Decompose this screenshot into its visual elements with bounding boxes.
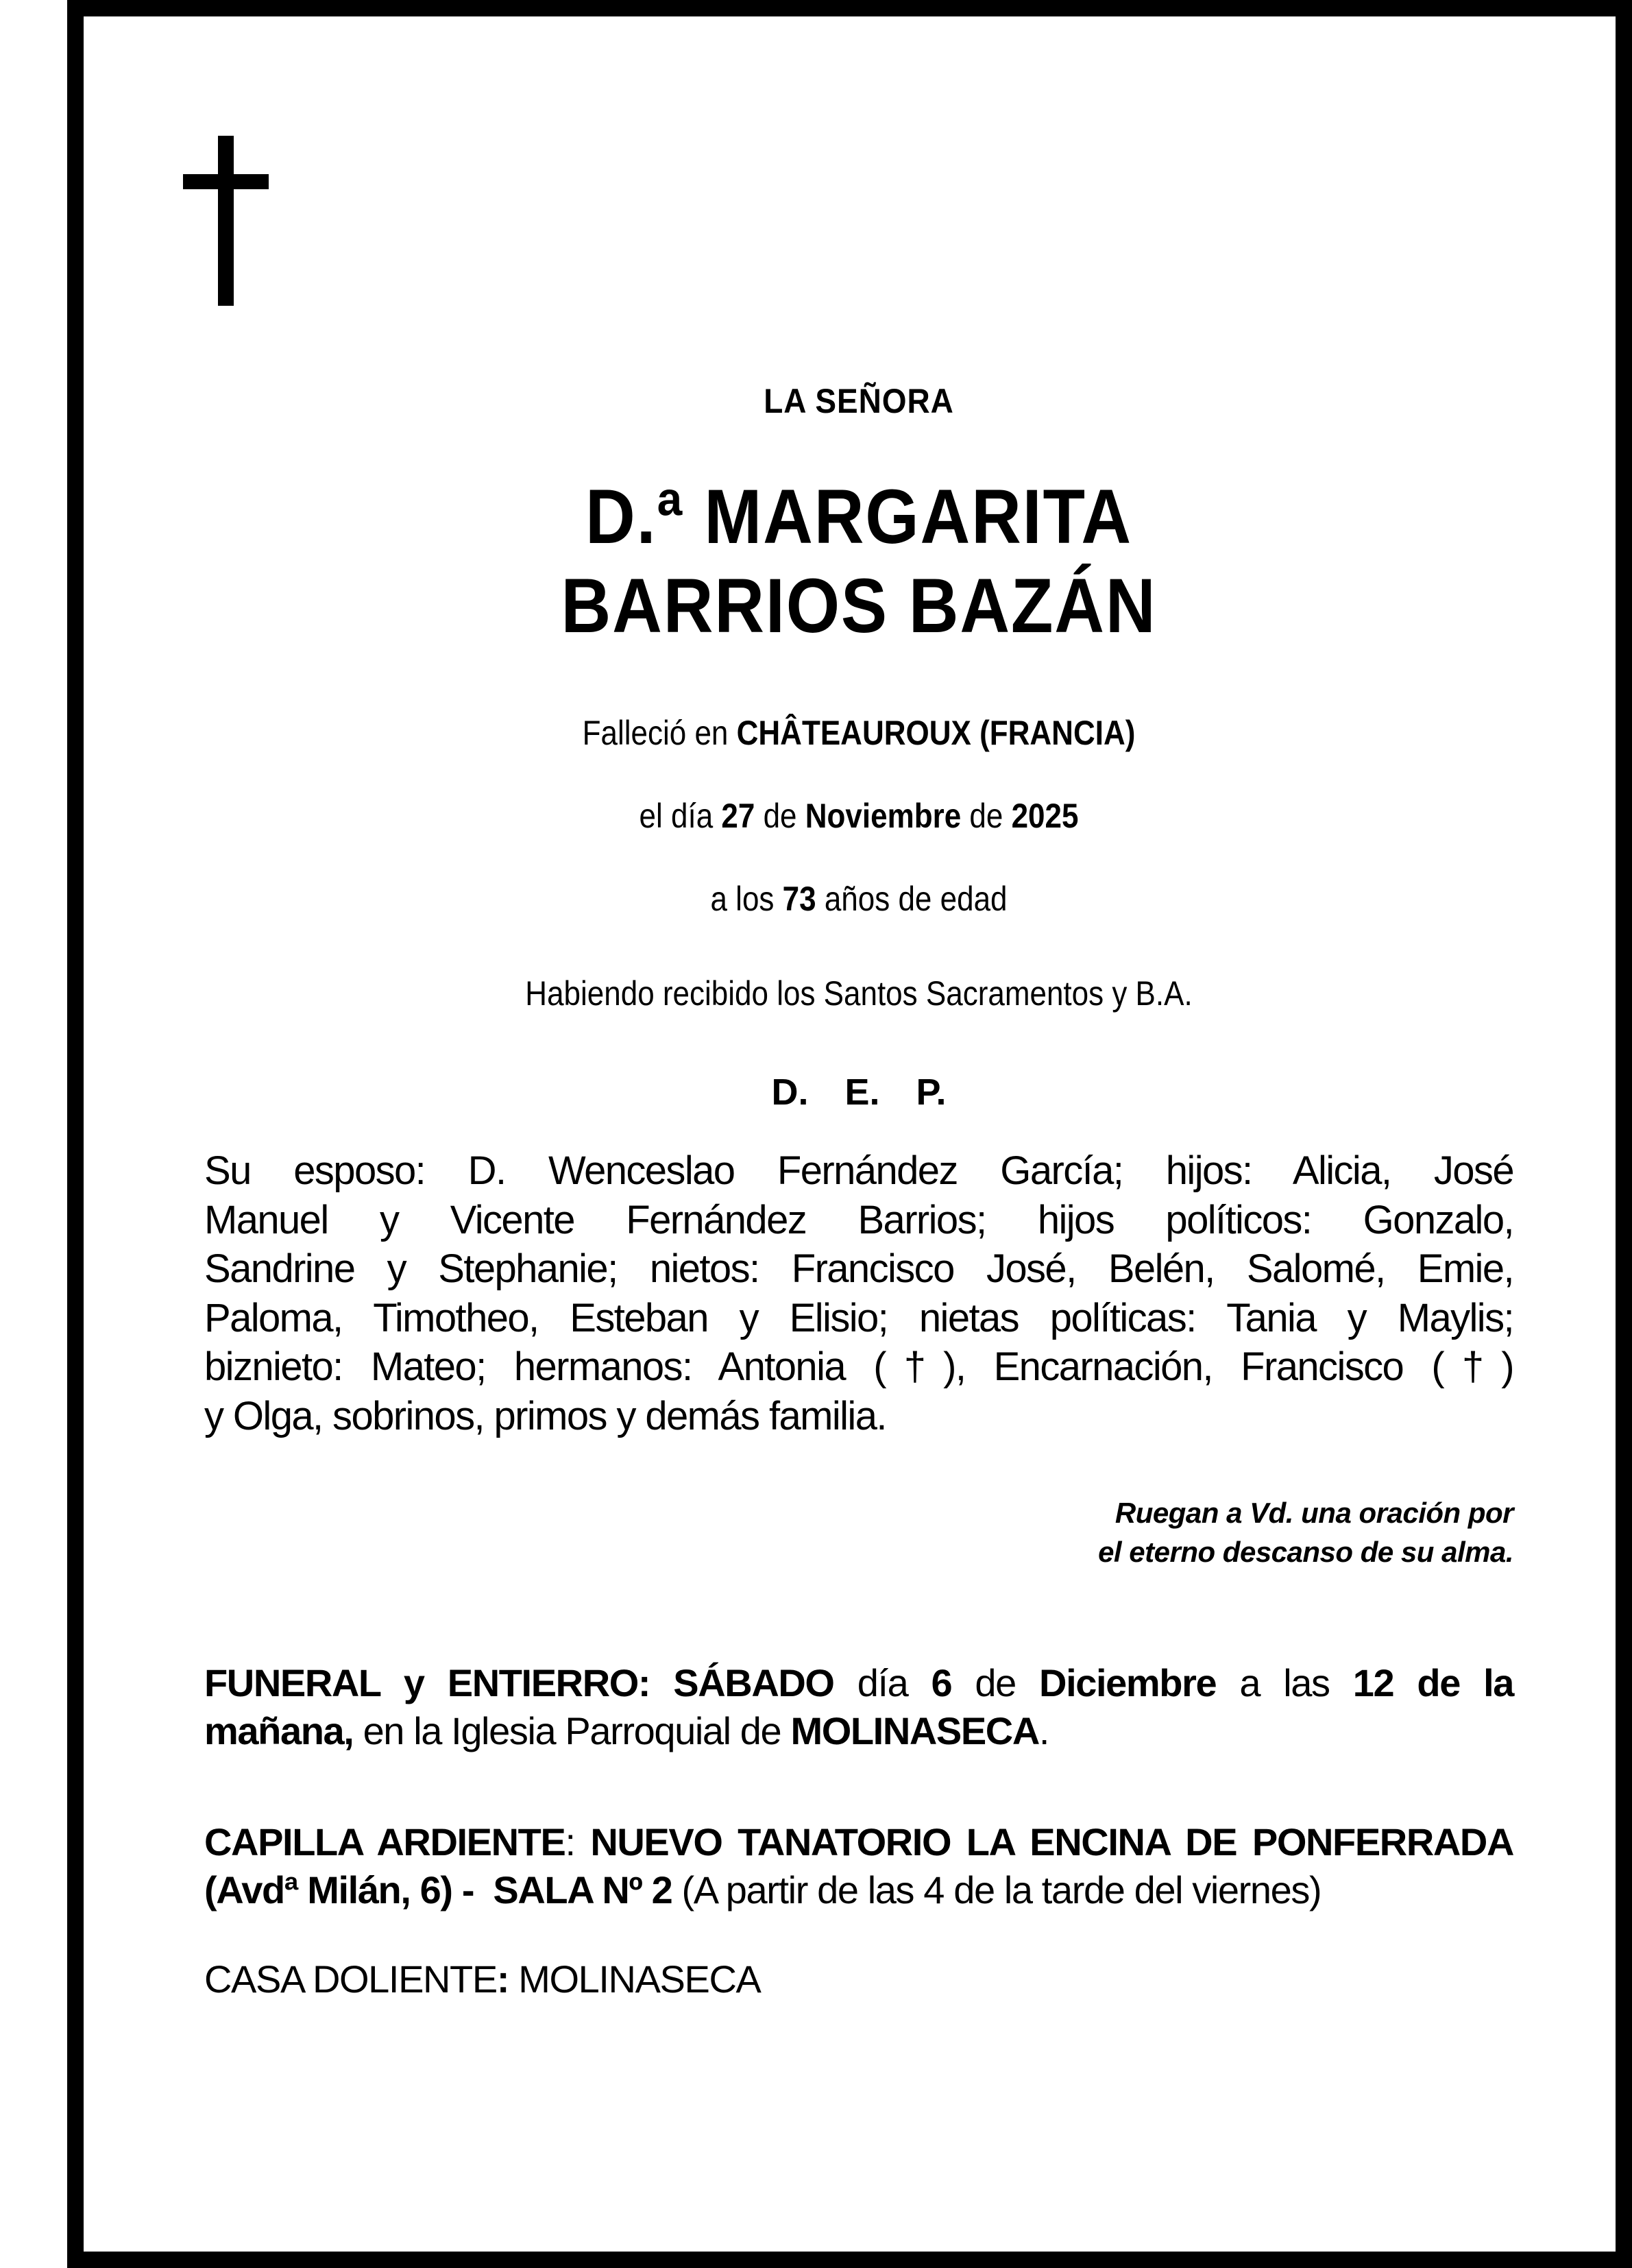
funeral-label: FUNERAL y ENTIERRO: <box>204 1661 650 1704</box>
wake-line-2 <box>204 1866 1513 1914</box>
wake-colon: : <box>565 1820 575 1863</box>
prayer-line-2: el eterno descanso de su alma. <box>1098 1536 1513 1568</box>
family-line: y Olga, sobrinos, primos y demás familia. <box>204 1393 886 1438</box>
prayer-request <box>891 1493 1513 1571</box>
death-month: Noviembre <box>805 797 962 835</box>
family-list <box>204 1146 1513 1440</box>
funeral-time-cont: mañana, <box>204 1709 354 1752</box>
family-line: Su esposo: D. Wenceslao Fernández García; hijos: Alicia, José <box>204 1148 1513 1193</box>
honorific-title: LA SEÑORA <box>764 382 954 420</box>
funeral-end: . <box>1038 1709 1049 1752</box>
death-date-prefix: el día <box>639 797 722 835</box>
funeral-time: 12 de la <box>1352 1661 1514 1704</box>
death-place-prefix: Falleció en <box>582 714 737 752</box>
death-date <box>283 799 1435 833</box>
family-line: Manuel y Vicente Fernández Barrios; hijos políticos: Gonzalo, <box>204 1197 1513 1242</box>
funeral-details <box>204 1659 1513 1755</box>
wake-schedule: (A partir de las 4 de la tarde del viernes) <box>672 1868 1322 1911</box>
death-date-connector-2: de <box>961 797 1012 835</box>
prayer-line-1: Ruegan a Vd. una oración por <box>1115 1497 1513 1529</box>
death-place <box>283 716 1435 750</box>
wake-venue: NUEVO TANATORIO LA ENCINA DE PONFERRADA <box>590 1820 1513 1863</box>
deceased-name-line-2: BARRIOS BAZÁN <box>561 563 1157 649</box>
mourning-house-place: MOLINASECA <box>509 1957 761 2001</box>
wake-details <box>204 1818 1513 1914</box>
wake-label: CAPILLA ARDIENTE <box>204 1820 565 1863</box>
death-place-value: CHÂTEAUROUX (FRANCIA) <box>736 714 1136 752</box>
cross-horizontal-bar <box>183 174 269 189</box>
family-line: Sandrine y Stephanie; nietos: Francisco José, Belén, Salomé, Emie, <box>204 1246 1513 1291</box>
family-line: biznieto: Mateo; hermanos: Antonia (†), Encarnación, Francisco (†) <box>204 1344 1513 1389</box>
deceased-name-line-1: D.ª MARGARITA <box>585 474 1132 559</box>
funeral-place-text: en la Iglesia Parroquial de <box>353 1709 791 1752</box>
age-suffix: años de edad <box>816 880 1008 918</box>
funeral-day: 6 <box>931 1661 952 1704</box>
funeral-line-2 <box>204 1707 1513 1755</box>
death-age <box>283 882 1435 916</box>
mourning-house <box>204 1955 1513 2003</box>
wake-line-1 <box>204 1818 1513 1866</box>
funeral-place: MOLINASECA <box>790 1709 1039 1752</box>
death-date-connector-1: de <box>755 797 805 835</box>
age-prefix: a los <box>710 880 783 918</box>
death-year: 2025 <box>1011 797 1079 835</box>
sacraments-note: Habiendo recibido los Santos Sacramentos y B.A. <box>525 974 1193 1013</box>
age-value: 73 <box>782 880 816 918</box>
document-border-frame <box>67 0 1632 2268</box>
wake-address: (Avdª Milán, 6) - <box>204 1868 474 1911</box>
wake-room: SALA Nº 2 <box>493 1868 672 1911</box>
funeral-line-1 <box>204 1659 1513 1707</box>
mourning-house-label: CASA DOLIENTE <box>204 1957 497 2001</box>
family-line: Paloma, Timotheo, Esteban y Elisio; nietas políticas: Tania y Maylis; <box>204 1295 1513 1340</box>
funeral-dia-text: día <box>833 1661 931 1704</box>
death-day: 27 <box>721 797 755 835</box>
mourning-house-colon: : <box>496 1957 509 2001</box>
funeral-weekday: SÁBADO <box>673 1661 834 1704</box>
latin-cross-icon <box>183 136 269 306</box>
rip-abbreviation: D. E. P. <box>771 1072 947 1113</box>
funeral-a-las-text: a las <box>1216 1661 1353 1704</box>
cross-vertical-bar <box>218 136 234 306</box>
funeral-de-text: de <box>951 1661 1040 1704</box>
funeral-month: Diciembre <box>1039 1661 1217 1704</box>
